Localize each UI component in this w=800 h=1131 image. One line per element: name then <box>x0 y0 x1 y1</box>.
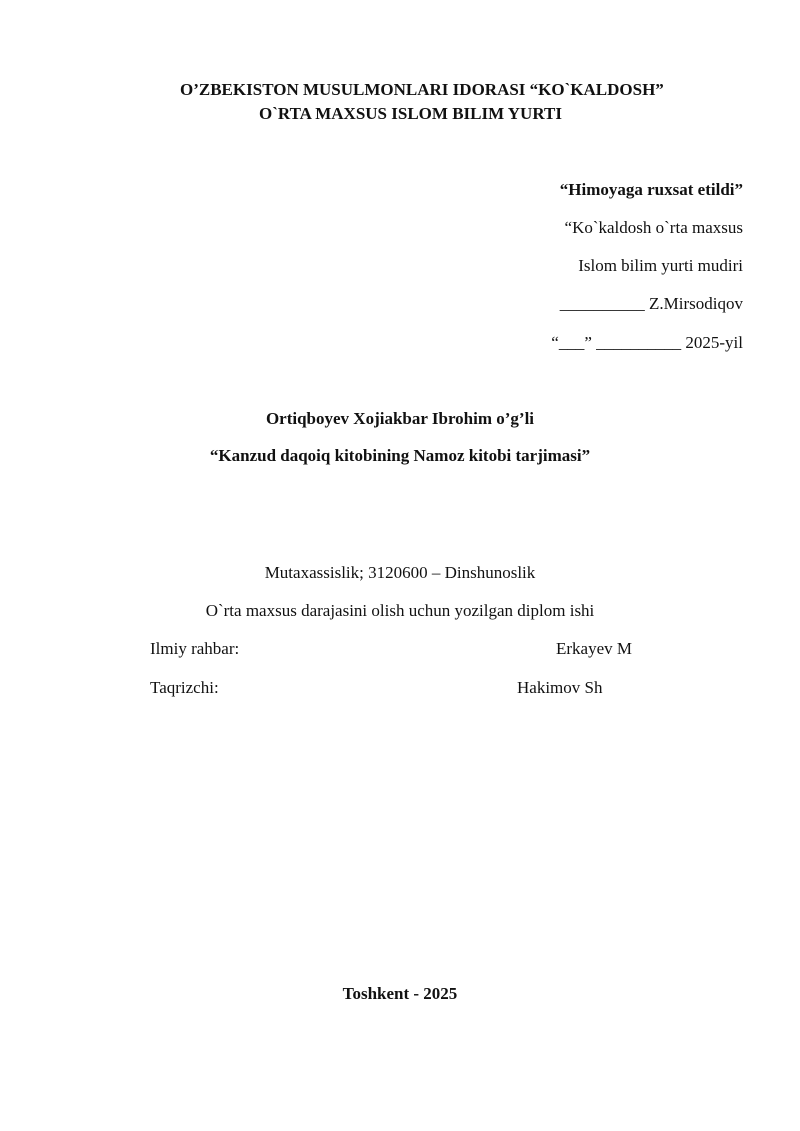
supervisor-name: Erkayev M <box>556 639 633 658</box>
place-year: Toshkent - 2025 <box>342 984 458 1003</box>
reviewer-label: Taqrizchi: <box>150 678 219 697</box>
institution-name-line2: O`RTA MAXSUS ISLOM BILIM YURTI <box>259 104 562 123</box>
author-name: Ortiqboyev Xojiakbar Ibrohim o’g’li <box>265 409 535 428</box>
approval-date-line: “___” __________ 2025-yil <box>551 333 743 352</box>
institution-name-line1: O’ZBEKISTON MUSULMONLARI IDORASI “KO`KALDOSH” <box>180 80 664 99</box>
reviewer-name: Hakimov Sh <box>517 678 603 697</box>
approval-title: “Himoyaga ruxsat etildi” <box>559 180 743 199</box>
thesis-title: “Kanzud daqoiq kitobining Namoz kitobi tarjimasi” <box>209 446 591 465</box>
specialty-line: Mutaxassislik; 3120600 – Dinshunoslik <box>264 563 536 582</box>
approval-line2: Islom bilim yurti mudiri <box>578 256 743 275</box>
supervisor-label: Ilmiy rahbar: <box>150 639 240 658</box>
approval-line1: “Ko`kaldosh o`rta maxsus <box>564 218 743 237</box>
purpose-line: O`rta maxsus darajasini olish uchun yozilgan diplom ishi <box>205 601 595 620</box>
approval-signature-line: __________ Z.Mirsodiqov <box>559 294 743 313</box>
